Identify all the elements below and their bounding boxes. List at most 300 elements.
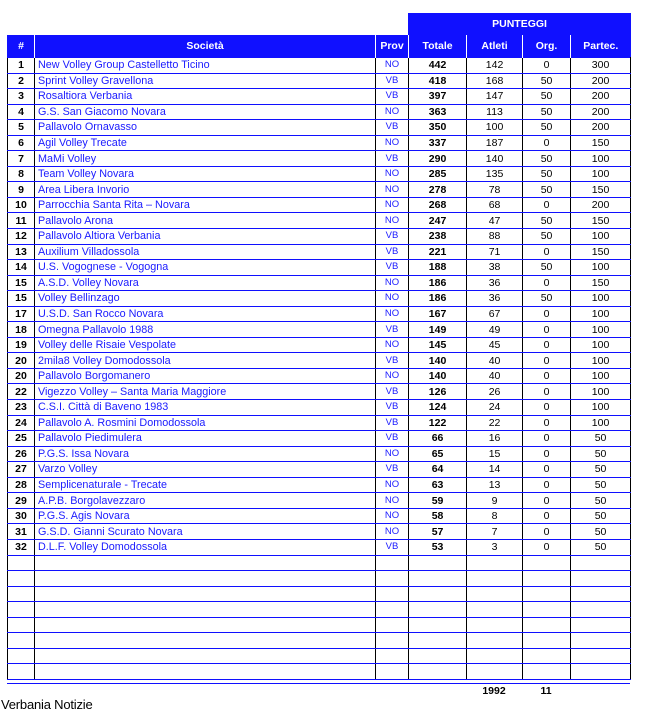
table-row <box>8 477 631 493</box>
rank-cell: 13 <box>8 244 35 260</box>
partec-cell: 150 <box>571 135 631 151</box>
table-row <box>8 229 631 245</box>
totale-cell: 397 <box>409 89 467 105</box>
rank-cell: 12 <box>8 229 35 245</box>
empty-cell <box>523 571 571 587</box>
atleti-cell: 24 <box>467 400 523 416</box>
empty-cell <box>467 633 523 649</box>
rank-cell: 32 <box>8 539 35 555</box>
table-row <box>8 539 631 555</box>
partec-cell: 200 <box>571 89 631 105</box>
totale-cell: 58 <box>409 508 467 524</box>
prov-cell: NO <box>376 508 409 524</box>
prov-cell: VB <box>376 151 409 167</box>
org-cell: 50 <box>523 151 571 167</box>
table-row <box>8 151 631 167</box>
prov-cell: VB <box>376 120 409 136</box>
atleti-cell: 8 <box>467 508 523 524</box>
prov-cell: NO <box>376 306 409 322</box>
societa-cell: Varzo Volley <box>35 462 376 478</box>
empty-table-row <box>8 617 631 633</box>
totale-cell: 149 <box>409 322 467 338</box>
prov-cell: NO <box>376 524 409 540</box>
prov-cell: VB <box>376 322 409 338</box>
org-cell: 0 <box>523 306 571 322</box>
totale-cell: 167 <box>409 306 467 322</box>
prov-cell: VB <box>376 229 409 245</box>
rank-cell: 30 <box>8 508 35 524</box>
table-row <box>8 493 631 509</box>
table-row <box>8 462 631 478</box>
table-row <box>8 353 631 369</box>
prov-cell: VB <box>376 400 409 416</box>
totale-cell: 59 <box>409 493 467 509</box>
empty-cell <box>467 555 523 571</box>
prov-cell: VB <box>376 539 409 555</box>
societa-cell: Pallavolo Borgomanero <box>35 368 376 384</box>
societa-cell: Area Libera Invorio <box>35 182 376 198</box>
prov-cell: NO <box>376 291 409 307</box>
col-header-societa: Società <box>35 35 376 58</box>
atleti-cell: 67 <box>467 306 523 322</box>
atleti-cell: 13 <box>467 477 523 493</box>
societa-cell: Sprint Volley Gravellona <box>35 73 376 89</box>
org-cell: 0 <box>523 197 571 213</box>
rank-cell: 31 <box>8 524 35 540</box>
empty-cell <box>409 571 467 587</box>
partec-cell: 100 <box>571 353 631 369</box>
societa-cell: U.S.D. San Rocco Novara <box>35 306 376 322</box>
partec-cell: 100 <box>571 384 631 400</box>
partec-cell: 100 <box>571 306 631 322</box>
societa-cell: Volley Bellinzago <box>35 291 376 307</box>
org-cell: 0 <box>523 400 571 416</box>
societa-cell: Pallavolo Arona <box>35 213 376 229</box>
rank-cell: 8 <box>8 166 35 182</box>
atleti-cell: 100 <box>467 120 523 136</box>
rank-cell: 4 <box>8 104 35 120</box>
partec-cell: 100 <box>571 322 631 338</box>
prov-cell: VB <box>376 384 409 400</box>
totale-cell: 186 <box>409 275 467 291</box>
atleti-cell: 168 <box>467 73 523 89</box>
prov-cell: VB <box>376 462 409 478</box>
col-header-totale: Totale <box>409 35 467 58</box>
org-cell: 0 <box>523 415 571 431</box>
partec-cell: 50 <box>571 446 631 462</box>
atleti-cell: 135 <box>467 166 523 182</box>
empty-table-row <box>8 555 631 571</box>
societa-cell: Rosaltiora Verbania <box>35 89 376 105</box>
totale-cell: 285 <box>409 166 467 182</box>
societa-cell: Pallavolo Ornavasso <box>35 120 376 136</box>
atleti-cell: 3 <box>467 539 523 555</box>
totale-cell: 53 <box>409 539 467 555</box>
societa-cell: A.S.D. Volley Novara <box>35 275 376 291</box>
rank-cell: 25 <box>8 431 35 447</box>
partec-cell: 100 <box>571 260 631 276</box>
prov-cell: NO <box>376 197 409 213</box>
atleti-cell: 36 <box>467 275 523 291</box>
societa-cell: MaMi Volley <box>35 151 376 167</box>
table-row <box>8 260 631 276</box>
org-cell: 50 <box>523 73 571 89</box>
empty-cell <box>8 648 35 664</box>
empty-table-row <box>8 602 631 618</box>
partec-cell: 50 <box>571 508 631 524</box>
col-header-atleti: Atleti <box>467 35 523 58</box>
table-row <box>8 384 631 400</box>
prov-cell: NO <box>376 337 409 353</box>
org-cell: 50 <box>523 166 571 182</box>
totale-cell: 363 <box>409 104 467 120</box>
rank-cell: 1 <box>8 58 35 74</box>
partec-cell: 100 <box>571 166 631 182</box>
rank-cell: 17 <box>8 306 35 322</box>
rank-cell: 26 <box>8 446 35 462</box>
empty-cell <box>376 617 409 633</box>
prov-cell: NO <box>376 446 409 462</box>
prov-cell: VB <box>376 431 409 447</box>
group-header-spacer <box>8 14 409 35</box>
partec-cell: 150 <box>571 244 631 260</box>
table-row <box>8 275 631 291</box>
atleti-cell: 49 <box>467 322 523 338</box>
rank-cell: 23 <box>8 400 35 416</box>
empty-cell <box>376 648 409 664</box>
org-cell: 0 <box>523 539 571 555</box>
societa-cell: New Volley Group Castelletto Ticino <box>35 58 376 74</box>
totale-cell: 126 <box>409 384 467 400</box>
prov-cell: NO <box>376 213 409 229</box>
atleti-cell: 113 <box>467 104 523 120</box>
empty-cell <box>571 571 631 587</box>
totale-cell: 290 <box>409 151 467 167</box>
column-header-row <box>8 35 631 58</box>
empty-cell <box>523 648 571 664</box>
prov-cell: NO <box>376 368 409 384</box>
empty-cell <box>35 555 376 571</box>
table-row <box>8 182 631 198</box>
empty-cell <box>8 586 35 602</box>
empty-cell <box>467 664 523 680</box>
societa-cell: P.G.S. Issa Novara <box>35 446 376 462</box>
org-cell: 0 <box>523 508 571 524</box>
empty-cell <box>376 571 409 587</box>
partec-cell: 200 <box>571 120 631 136</box>
atleti-cell: 68 <box>467 197 523 213</box>
empty-cell <box>571 555 631 571</box>
totale-cell: 442 <box>409 58 467 74</box>
empty-cell <box>571 648 631 664</box>
org-cell: 50 <box>523 260 571 276</box>
prov-cell: NO <box>376 275 409 291</box>
rank-cell: 6 <box>8 135 35 151</box>
partec-cell: 200 <box>571 104 631 120</box>
org-cell: 0 <box>523 337 571 353</box>
totale-cell: 268 <box>409 197 467 213</box>
atleti-cell: 9 <box>467 493 523 509</box>
empty-cell <box>409 555 467 571</box>
atleti-cell: 71 <box>467 244 523 260</box>
empty-cell <box>523 617 571 633</box>
empty-cell <box>35 617 376 633</box>
partec-cell: 50 <box>571 431 631 447</box>
societa-cell: Pallavolo Altiora Verbania <box>35 229 376 245</box>
empty-table-row <box>8 633 631 649</box>
atleti-cell: 7 <box>467 524 523 540</box>
empty-cell <box>409 648 467 664</box>
partec-cell: 100 <box>571 368 631 384</box>
empty-cell <box>376 633 409 649</box>
org-cell: 50 <box>523 104 571 120</box>
org-cell: 50 <box>523 213 571 229</box>
org-cell: 0 <box>523 244 571 260</box>
totale-cell: 140 <box>409 353 467 369</box>
totale-cell: 247 <box>409 213 467 229</box>
org-cell: 0 <box>523 431 571 447</box>
societa-cell: G.S.D. Gianni Scurato Novara <box>35 524 376 540</box>
prov-cell: NO <box>376 477 409 493</box>
empty-cell <box>35 664 376 680</box>
empty-cell <box>409 602 467 618</box>
societa-cell: Volley delle Risaie Vespolate <box>35 337 376 353</box>
empty-cell <box>35 633 376 649</box>
partec-cell: 100 <box>571 415 631 431</box>
rank-cell: 28 <box>8 477 35 493</box>
rank-cell: 27 <box>8 462 35 478</box>
societa-cell: A.P.B. Borgolavezzaro <box>35 493 376 509</box>
atleti-cell: 22 <box>467 415 523 431</box>
empty-cell <box>35 586 376 602</box>
partec-cell: 50 <box>571 462 631 478</box>
org-cell: 0 <box>523 275 571 291</box>
empty-cell <box>8 664 35 680</box>
atleti-cell: 142 <box>467 58 523 74</box>
empty-cell <box>571 602 631 618</box>
table-row <box>8 244 631 260</box>
empty-cell <box>467 602 523 618</box>
empty-cell <box>467 617 523 633</box>
empty-cell <box>35 648 376 664</box>
totale-cell: 278 <box>409 182 467 198</box>
empty-table-row <box>8 586 631 602</box>
empty-cell <box>376 555 409 571</box>
rank-cell: 19 <box>8 337 35 353</box>
empty-cell <box>467 571 523 587</box>
totale-cell: 65 <box>409 446 467 462</box>
empty-cell <box>523 633 571 649</box>
empty-cell <box>523 664 571 680</box>
totale-cell: 350 <box>409 120 467 136</box>
org-cell: 0 <box>523 58 571 74</box>
partec-cell: 150 <box>571 213 631 229</box>
col-header-prov: Prov <box>376 35 409 58</box>
totale-cell: 221 <box>409 244 467 260</box>
prov-cell: NO <box>376 182 409 198</box>
prov-cell: NO <box>376 135 409 151</box>
empty-cell <box>409 617 467 633</box>
atleti-cell: 40 <box>467 368 523 384</box>
ranking-body <box>8 58 631 680</box>
atleti-cell: 147 <box>467 89 523 105</box>
empty-cell <box>467 648 523 664</box>
source-footnote: Verbania Notizie <box>1 697 93 712</box>
table-row <box>8 306 631 322</box>
totale-cell: 238 <box>409 229 467 245</box>
rank-cell: 20 <box>8 368 35 384</box>
rank-cell: 15 <box>8 291 35 307</box>
rank-cell: 18 <box>8 322 35 338</box>
ranking-table <box>7 13 631 680</box>
table-row <box>8 166 631 182</box>
empty-cell <box>35 602 376 618</box>
org-cell: 0 <box>523 368 571 384</box>
partec-cell: 100 <box>571 400 631 416</box>
societa-cell: Team Volley Novara <box>35 166 376 182</box>
totale-cell: 186 <box>409 291 467 307</box>
empty-cell <box>523 555 571 571</box>
societa-cell: U.S. Vogognese - Vogogna <box>35 260 376 276</box>
atleti-cell: 140 <box>467 151 523 167</box>
empty-cell <box>409 586 467 602</box>
empty-cell <box>571 633 631 649</box>
table-row <box>8 135 631 151</box>
rank-cell: 5 <box>8 120 35 136</box>
atleti-cell: 16 <box>467 431 523 447</box>
partec-cell: 200 <box>571 73 631 89</box>
col-header-num: # <box>8 35 35 58</box>
prov-cell: NO <box>376 58 409 74</box>
empty-cell <box>467 586 523 602</box>
org-cell: 0 <box>523 493 571 509</box>
empty-cell <box>8 633 35 649</box>
prov-cell: VB <box>376 89 409 105</box>
total-atleti: 1992 <box>482 685 506 698</box>
atleti-cell: 187 <box>467 135 523 151</box>
table-row <box>8 415 631 431</box>
total-org: 11 <box>540 685 552 698</box>
punteggi-header: PUNTEGGI <box>409 14 631 35</box>
empty-cell <box>571 617 631 633</box>
partec-cell: 300 <box>571 58 631 74</box>
partec-cell: 50 <box>571 524 631 540</box>
partec-cell: 50 <box>571 477 631 493</box>
prov-cell: NO <box>376 493 409 509</box>
org-cell: 0 <box>523 462 571 478</box>
empty-cell <box>523 602 571 618</box>
societa-cell: P.G.S. Agis Novara <box>35 508 376 524</box>
totale-cell: 188 <box>409 260 467 276</box>
org-cell: 50 <box>523 89 571 105</box>
empty-table-row <box>8 571 631 587</box>
empty-cell <box>376 664 409 680</box>
table-row <box>8 400 631 416</box>
org-cell: 0 <box>523 322 571 338</box>
table-row <box>8 322 631 338</box>
table-row <box>8 524 631 540</box>
empty-cell <box>8 617 35 633</box>
rank-cell: 20 <box>8 353 35 369</box>
prov-cell: VB <box>376 73 409 89</box>
totale-cell: 124 <box>409 400 467 416</box>
atleti-cell: 38 <box>467 260 523 276</box>
atleti-cell: 40 <box>467 353 523 369</box>
totals-row <box>7 684 630 699</box>
prov-cell: VB <box>376 244 409 260</box>
atleti-cell: 36 <box>467 291 523 307</box>
table-row <box>8 337 631 353</box>
totale-cell: 140 <box>409 368 467 384</box>
empty-cell <box>376 602 409 618</box>
org-cell: 50 <box>523 182 571 198</box>
prov-cell: VB <box>376 415 409 431</box>
atleti-cell: 26 <box>467 384 523 400</box>
prov-cell: NO <box>376 104 409 120</box>
partec-cell: 200 <box>571 197 631 213</box>
societa-cell: G.S. San Giacomo Novara <box>35 104 376 120</box>
partec-cell: 50 <box>571 493 631 509</box>
prov-cell: VB <box>376 260 409 276</box>
empty-cell <box>8 555 35 571</box>
societa-cell: Omegna Pallavolo 1988 <box>35 322 376 338</box>
rank-cell: 2 <box>8 73 35 89</box>
societa-cell: D.L.F. Volley Domodossola <box>35 539 376 555</box>
rank-cell: 29 <box>8 493 35 509</box>
empty-cell <box>409 633 467 649</box>
totale-cell: 66 <box>409 431 467 447</box>
totale-cell: 63 <box>409 477 467 493</box>
atleti-cell: 45 <box>467 337 523 353</box>
atleti-cell: 88 <box>467 229 523 245</box>
societa-cell: Auxilium Villadossola <box>35 244 376 260</box>
empty-table-row <box>8 648 631 664</box>
totale-cell: 64 <box>409 462 467 478</box>
org-cell: 50 <box>523 120 571 136</box>
empty-cell <box>8 602 35 618</box>
table-row <box>8 431 631 447</box>
partec-cell: 50 <box>571 539 631 555</box>
empty-cell <box>571 664 631 680</box>
empty-cell <box>409 664 467 680</box>
rank-cell: 10 <box>8 197 35 213</box>
atleti-cell: 15 <box>467 446 523 462</box>
totale-cell: 57 <box>409 524 467 540</box>
table-row <box>8 446 631 462</box>
rank-cell: 24 <box>8 415 35 431</box>
rank-cell: 7 <box>8 151 35 167</box>
societa-cell: Agil Volley Trecate <box>35 135 376 151</box>
rank-cell: 22 <box>8 384 35 400</box>
ranking-table-wrapper <box>7 13 630 680</box>
totale-cell: 145 <box>409 337 467 353</box>
col-header-partec: Partec. <box>571 35 631 58</box>
org-cell: 50 <box>523 291 571 307</box>
org-cell: 0 <box>523 135 571 151</box>
partec-cell: 100 <box>571 151 631 167</box>
org-cell: 0 <box>523 446 571 462</box>
table-row <box>8 104 631 120</box>
group-header-row <box>8 14 631 35</box>
atleti-cell: 47 <box>467 213 523 229</box>
org-cell: 50 <box>523 229 571 245</box>
prov-cell: NO <box>376 166 409 182</box>
rank-cell: 11 <box>8 213 35 229</box>
societa-cell: Semplicenaturale - Trecate <box>35 477 376 493</box>
rank-cell: 14 <box>8 260 35 276</box>
org-cell: 0 <box>523 384 571 400</box>
table-row <box>8 73 631 89</box>
